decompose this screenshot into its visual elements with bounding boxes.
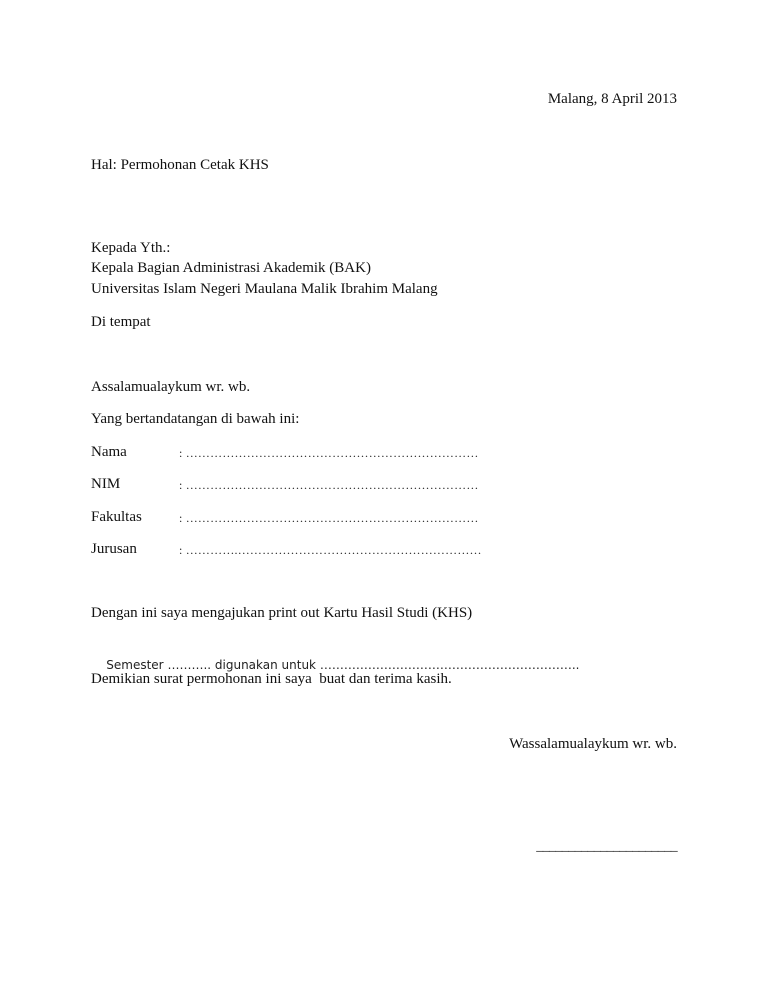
subject-line: Hal: Permohonan Cetak KHS [91,157,269,173]
recipient-position: Kepala Bagian Administrasi Akademik (BAK) [91,260,371,276]
request-line: Dengan ini saya mengajukan print out Kartu Hasil Studi (KHS) [91,605,473,621]
purpose-label: digunakan untuk [214,658,317,672]
field-label-nama: Nama [91,444,127,460]
semester-label: Semester [106,658,164,672]
closing-salutation: Wassalamualaykum wr. wb. [509,736,677,752]
field-label-fakultas: Fakultas [91,509,142,525]
opening-salutation: Assalamualaykum wr. wb. [91,379,251,395]
field-blank-nim: : ……………………………………………………………… [179,478,479,492]
intro-line: Yang bertandatangan di bawah ini: [91,411,300,427]
purpose-blank: ……………………………………………………….. [316,658,580,672]
field-blank-fakultas: : ……………………………………………………………… [179,511,479,525]
field-blank-nama: : ……………………………………………………………… [179,446,479,460]
closing-line: Demikian surat permohonan ini saya buat dan terima kasih. [91,671,452,687]
recipient-institution: Universitas Islam Negeri Maulana Malik Ibrahim Malang [91,281,438,297]
signature-line: ______________________ [536,839,677,854]
recipient-greeting: Kepada Yth.: [91,240,171,256]
field-blank-jurusan: : ………….…………………………………………………… [179,543,482,557]
recipient-place: Di tempat [91,314,151,330]
date-line: Malang, 8 April 2013 [547,91,677,107]
field-label-nim: NIM [91,476,121,492]
semester-blank: ……….. [163,658,215,672]
field-label-jurusan: Jurusan [91,541,137,557]
